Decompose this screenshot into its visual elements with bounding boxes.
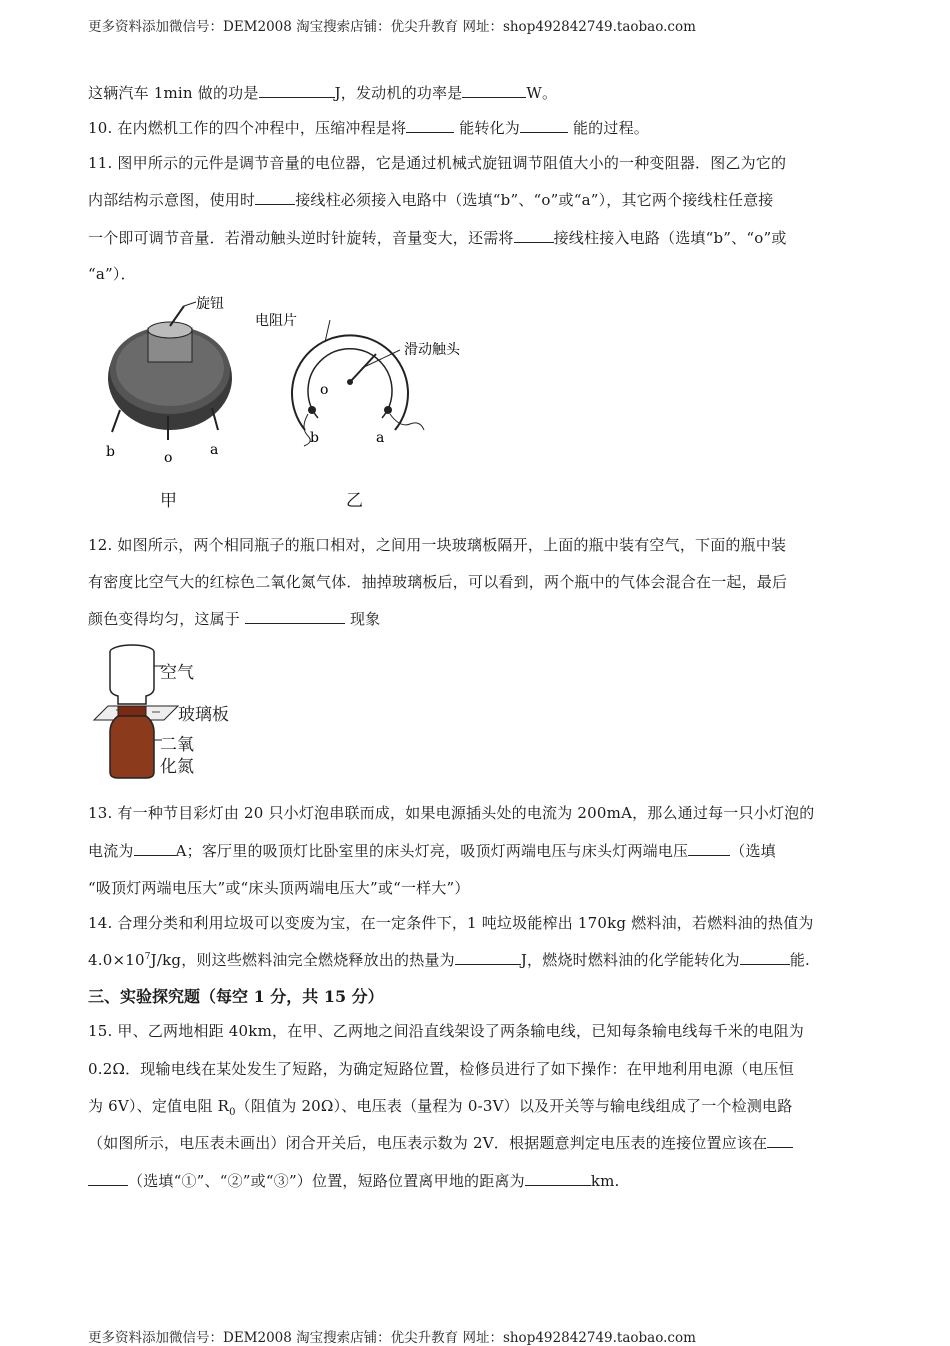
potentiometer-diagram <box>292 320 424 446</box>
label-knob: 旋钮 <box>196 296 224 312</box>
q14-exponent: 7 <box>144 952 151 962</box>
q13-line-3: “吸顶灯两端电压大”或“床头顶两端电压大”或“一样大”） <box>88 879 470 897</box>
q15-text-3b: （阻值为 20Ω）、电压表（量程为 0-3V）以及开关等与输电线组成了一个检测电路 <box>235 1097 793 1115</box>
q13-blank-1 <box>134 841 176 856</box>
q12-line-2: 有密度比空气大的红棕色二氧化氮气体．抽掉玻璃板后，可以看到，两个瓶中的气体会混合在一起，最后 <box>88 573 788 591</box>
caption-jia: 甲 <box>160 491 177 511</box>
q14-text-2b: J/kg，则这些燃料油完全燃烧释放出的热量为 <box>150 951 455 969</box>
q15-text-5a: （选填“①”、“②”或“③”）位置，短路位置离甲地的距离为 <box>128 1172 525 1190</box>
q13-line-2 <box>88 840 776 861</box>
q11-text-2a: 内部结构示意图，使用时 <box>88 191 256 209</box>
q15-blank-1a <box>767 1133 793 1148</box>
q10-blank-2 <box>520 118 568 133</box>
q10-text-a: 10. 在内燃机工作的四个冲程中，压缩冲程是将 <box>88 119 407 137</box>
label-resistor-strip: 电阻片 <box>255 313 297 329</box>
label-terminal-a-left: a <box>210 442 219 458</box>
label-terminal-b-left: b <box>106 444 115 460</box>
q15-blank-1b <box>88 1171 128 1186</box>
q11-line-3 <box>88 227 787 248</box>
q13-blank-2 <box>688 841 730 856</box>
q12-text-3b: 现象 <box>349 610 381 628</box>
q10-line <box>88 117 649 138</box>
q12-text-3a: 颜色变得均匀，这属于 <box>88 610 241 628</box>
label-slider-contact: 滑动触头 <box>404 342 460 358</box>
page-header: 更多资料添加微信号：DEM2008 淘宝搜索店铺：优尖升教育 网址：shop492842749.taobao.com <box>88 19 696 35</box>
q15-text-4a: （如图所示，电压表未画出）闭合开关后，电压表示数为 2V．根据题意判定电压表的连接位置应该在 <box>88 1134 768 1152</box>
q9-text-c: W。 <box>526 84 558 102</box>
q15-line-2: 0.2Ω．现输电线在某处发生了短路，为确定短路位置，检修员进行了如下操作：在甲地利用电源（电压恒 <box>88 1060 794 1078</box>
q9-blank-work <box>259 83 335 98</box>
q14-text-2d: 能. <box>789 951 811 969</box>
q9-text-b: J，发动机的功率是 <box>334 84 463 102</box>
q12-blank <box>245 609 345 624</box>
q11-text-3b: 接线柱接入电路（选填“b”、“o”或 <box>553 229 787 247</box>
q11-line-1: 11. 图甲所示的元件是调节音量的电位器，它是通过机械式旋钮调节阻值大小的一种变阻器．图乙为它的 <box>88 154 787 172</box>
caption-yi: 乙 <box>346 491 363 511</box>
page-footer: 更多资料添加微信号：DEM2008 淘宝搜索店铺：优尖升教育 网址：shop492842749.taobao.com <box>88 1330 696 1346</box>
label-terminal-o-right: o <box>320 382 329 398</box>
potentiometer-photo <box>108 302 232 440</box>
q11-blank-1 <box>255 190 295 205</box>
q13-text-2b: A；客厅里的吸顶灯比卧室里的床头灯亮，吸顶灯两端电压与床头灯两端电压 <box>175 842 689 860</box>
q15-text-5b: km. <box>590 1172 620 1190</box>
q15-line-4 <box>88 1132 793 1153</box>
q10-text-c: 能的过程。 <box>572 119 649 137</box>
label-terminal-o-left: o <box>164 450 173 466</box>
q11-text-2b: 接线柱必须接入电路中（选填“b”、“o”或“a”），其它两个接线柱任意接 <box>295 191 774 209</box>
q12-line-3 <box>88 608 380 629</box>
q15-blank-2 <box>525 1171 591 1186</box>
q10-text-b: 能转化为 <box>459 119 521 137</box>
q9-line <box>88 82 557 103</box>
label-air: 空气 <box>160 663 194 683</box>
q15-text-3a: 为 6V）、定值电阻 R <box>88 1097 230 1115</box>
q14-text-2c: J，燃烧时燃料油的化学能转化为 <box>520 951 740 969</box>
q9-text-a: 这辆汽车 1min 做的功是 <box>88 84 259 102</box>
q11-text-3a: 一个即可调节音量．若滑动触头逆时针旋转，音量变大，还需将 <box>88 229 514 247</box>
q10-blank-1 <box>406 118 454 133</box>
q11-line-4: “a”）． <box>88 265 136 283</box>
q13-line-1: 13. 有一种节目彩灯由 20 只小灯泡串联而成，如果电源插头处的电流为 200mA，那么通过每一只小灯泡的 <box>88 804 815 822</box>
q13-text-2a: 电流为 <box>88 842 134 860</box>
q13-text-2c: （选填 <box>730 842 776 860</box>
label-no2-line2: 化氮 <box>160 757 194 777</box>
q15-subscript: 0 <box>229 1107 236 1118</box>
q11-line-2 <box>88 189 774 210</box>
q14-blank-1 <box>455 950 521 965</box>
q12-line-1: 12. 如图所示，两个相同瓶子的瓶口相对，之间用一块玻璃板隔开，上面的瓶中装有空气，下面的瓶中装 <box>88 536 787 554</box>
q14-text-2a: 4.0×10 <box>88 951 145 969</box>
label-terminal-a-right: a <box>376 430 385 446</box>
label-no2-line1: 二氧 <box>160 735 194 755</box>
q15-line-1: 15. 甲、乙两地相距 40km，在甲、乙两地之间沿直线架设了两条输电线，已知每条输电线每千米的电阻为 <box>88 1022 804 1040</box>
q11-blank-2 <box>514 228 554 243</box>
label-terminal-b-right: b <box>310 430 319 446</box>
q14-line-1: 14. 合理分类和利用垃圾可以变废为宝，在一定条件下，1 吨垃圾能榨出 170kg 燃料油，若燃料油的热值为 <box>88 914 814 932</box>
q15-line-3 <box>88 1095 792 1118</box>
q14-line-2 <box>88 949 810 970</box>
q14-blank-2 <box>740 950 790 965</box>
potentiometer-figure <box>100 290 520 470</box>
q9-blank-power <box>462 83 526 98</box>
section-3-heading: 三、实验探究题（每空 1 分，共 15 分） <box>88 987 384 1006</box>
q15-line-5 <box>88 1170 620 1191</box>
label-glass-plate: 玻璃板 <box>178 705 229 725</box>
